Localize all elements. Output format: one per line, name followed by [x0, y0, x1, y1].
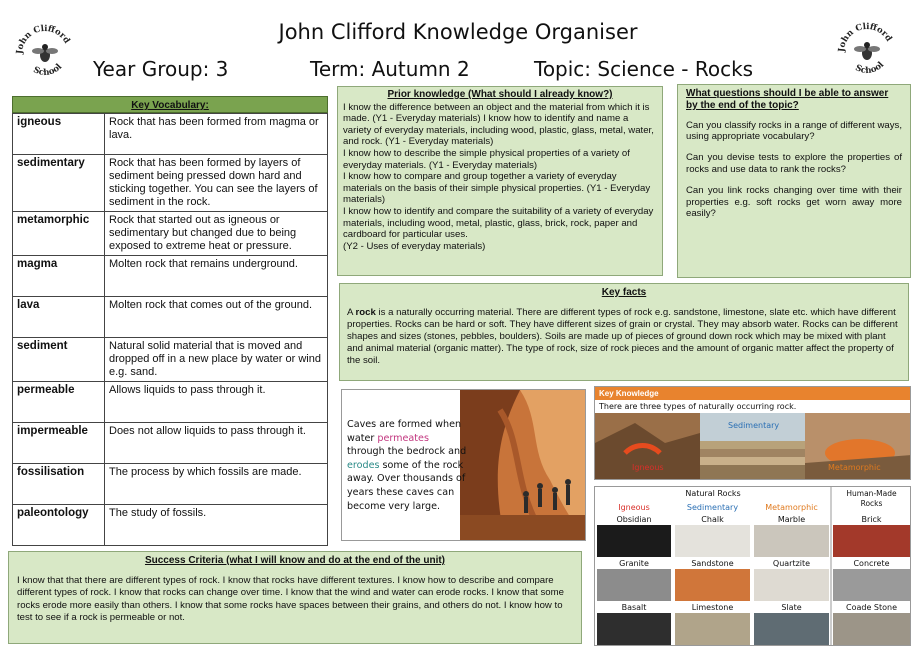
rock-sample-image: [754, 525, 829, 557]
prior-knowledge-line: I know how to identify and compare the suitability of a variety of everyday materials, including wood, metal, plastic, glass, brick, rock, paper and cardboard for particular uses.: [343, 205, 654, 241]
rock-name: Obsidian: [616, 515, 652, 524]
rock-name: Limestone: [691, 603, 734, 612]
rock-sample-image: [597, 569, 671, 601]
vocab-row: [13, 114, 328, 155]
rock-name: Coade Stone: [845, 603, 898, 612]
logo-text-top-right: John Clifford: [836, 21, 894, 53]
key-facts-heading: Key facts: [601, 287, 647, 298]
prior-knowledge-heading: Prior knowledge (What should I already know?): [387, 89, 613, 100]
year-group: Year Group: 3: [93, 57, 229, 81]
vocab-row: [13, 155, 328, 212]
prior-knowledge-line: I know how to compare and group together a variety of everyday materials on the basis of their simple physical properties. (Y1 - Everyday materials): [343, 171, 651, 206]
logo-text-bottom: School: [31, 62, 65, 79]
rock-sample-image: [833, 569, 910, 601]
vocab-definition: Rock that started out as igneous or sedimentary but changed due to being exposed to extreme heat or pressure.: [105, 212, 328, 256]
rock-sample-image: [833, 613, 910, 645]
vocab-term: impermeable: [13, 423, 105, 464]
vocab-row: [13, 212, 328, 256]
rock-sample-image: [675, 613, 750, 645]
vocab-row: [13, 256, 328, 297]
vocab-definition: Rock that has been formed by layers of sediment being pressed down hard and sticking together. You can see the layers of sediment in the rock.: [105, 155, 328, 212]
vocab-term: sediment: [13, 338, 105, 382]
vocab-term: fossilisation: [13, 464, 105, 505]
rock-sample-image: [597, 525, 671, 557]
questions-panel: [677, 84, 911, 278]
rock-examples-table: [594, 486, 911, 646]
cave-image: [460, 390, 586, 541]
key-facts-panel: [339, 283, 909, 381]
vocab-definition: The study of fossils.: [105, 505, 328, 546]
vocab-row: [13, 382, 328, 423]
prior-knowledge-text: [343, 102, 657, 253]
vocab-definition: Does not allow liquids to pass through it.: [105, 423, 328, 464]
caves-text: Caves are formed when water permeates through the bedrock and erodes some of the rock away. Over thousands of years these caves can become very large.: [347, 419, 467, 512]
label-igneous: Igneous: [632, 463, 664, 472]
vocab-row: [13, 505, 328, 546]
vocab-term: magma: [13, 256, 105, 297]
key-vocabulary-heading: Key Vocabulary:: [12, 96, 328, 113]
rock-name: Granite: [619, 559, 649, 568]
key-knowledge-panel: [594, 386, 911, 480]
prior-knowledge-line: (Y2 - Uses of everyday materials): [343, 240, 486, 252]
rock-sample-image: [754, 569, 829, 601]
rock-name: Chalk: [701, 515, 724, 524]
vocab-definition: The process by which fossils are made.: [105, 464, 328, 505]
vocab-row: [13, 464, 328, 505]
success-criteria-heading: Success Criteria (what I will know and do at the end of the unit): [144, 555, 446, 566]
col-igneous: Igneous: [618, 503, 650, 512]
vocab-term: permeable: [13, 382, 105, 423]
rock-name: Marble: [777, 515, 806, 524]
svg-text:School: [853, 60, 886, 76]
key-facts-text: A rock is a naturally occurring material. There are different types of rock e.g. sandstone, limestone, slate etc. which have different properties. Rocks can be hard or soft. They have different sizes of grain or crystal. They may absorb water. Rocks can be different shapes and sizes (stones, pebbles, boulders). Soils are made up of pieces of ground down rock which may be mixed with plant and animal material (organic matter). The type of rock, size of rock pieces and the amount of organic matter affect the property of the soil.: [347, 307, 898, 366]
col-metamorphic: Metamorphic: [765, 503, 818, 512]
vocab-term: metamorphic: [13, 212, 105, 256]
vocab-row: [13, 423, 328, 464]
vocab-definition: Allows liquids to pass through it.: [105, 382, 328, 423]
natural-rocks-header: Natural Rocks: [685, 489, 741, 498]
vocabulary-table: [12, 113, 328, 546]
caves-panel: [341, 389, 586, 541]
label-sedimentary: Sedimentary: [728, 421, 780, 430]
questions-heading: What questions should I be able to answer by the end of the topic?: [686, 88, 889, 111]
svg-text:School: [31, 62, 64, 78]
question-item: Can you classify rocks in a range of different ways, using appropriate vocabulary?: [686, 119, 902, 143]
question-item: Can you devise tests to explore the properties of rocks and use data to rank the rocks?: [686, 152, 902, 175]
rock-name: Slate: [781, 603, 802, 612]
vocab-term: paleontology: [13, 505, 105, 546]
label-metamorphic: Metamorphic: [828, 463, 881, 472]
rock-sample-image: [754, 613, 829, 645]
prior-knowledge-line: I know the difference between an object and the material from which it is made. (Y1 - Everyday materials) I know how to identify and name a variety of everyday materials, including wood, plastic, glass, metal, water, and rock. (Y1 - Everyday materials): [343, 101, 654, 148]
rock-name: Brick: [861, 515, 882, 524]
rock-name: Quartzite: [772, 559, 811, 568]
key-knowledge-heading: Key Knowledge: [595, 387, 910, 400]
vocab-row: [13, 297, 328, 338]
vocab-definition: Molten rock that remains underground.: [105, 256, 328, 297]
vocab-row: [13, 338, 328, 382]
vocab-definition: Molten rock that comes out of the ground.: [105, 297, 328, 338]
vocab-term: igneous: [13, 114, 105, 155]
topic: Topic: Science - Rocks: [534, 57, 754, 81]
logo-text-bottom-right: School: [853, 60, 887, 77]
rock-sample-image: [833, 525, 910, 557]
questions-list: [686, 120, 902, 221]
vocab-definition: Natural solid material that is moved and dropped off in a new place by water or wind e.g. sand.: [105, 338, 328, 382]
success-criteria-panel: [8, 551, 582, 644]
question-item: Can you link rocks changing over time with their properties e.g. soft rocks get worn away more easily?: [686, 184, 902, 220]
key-knowledge-subtitle: There are three types of naturally occurring rock.: [599, 402, 797, 411]
vocab-term: sedimentary: [13, 155, 105, 212]
success-criteria-text: I know that that there are different types of rock. I know that rocks have different textures. I know how to describe and compare different types of rock. I know that rocks can change over time. I know that the wind and water can erode rocks. I know that some rocks erode more easily than others. I know that some rocks have spaces between their grains, and others do not. I know how to test to see if a rock is permeable or not.: [17, 574, 564, 624]
rock-sample-image: [675, 569, 750, 601]
prior-knowledge-line: I know how to describe the simple physical properties of a variety of everyday materials. (Y1 - Everyday materials): [343, 147, 630, 171]
prior-knowledge-panel: [337, 86, 663, 276]
rock-sample-image: [675, 525, 750, 557]
rock-name: Sandstone: [691, 559, 734, 568]
rock-name: Concrete: [853, 559, 890, 568]
logo-text-top: John Clifford: [14, 23, 72, 55]
page-title: John Clifford Knowledge Organiser: [278, 20, 638, 44]
rock-sample-image: [597, 613, 671, 645]
term: Term: Autumn 2: [310, 57, 470, 81]
vocab-definition: Rock that has been formed from magma or lava.: [105, 114, 328, 155]
col-sedimentary: Sedimentary: [686, 503, 739, 512]
vocab-term: lava: [13, 297, 105, 338]
key-vocabulary-panel: [12, 96, 328, 548]
human-made-header: Human-Made Rocks: [846, 489, 897, 508]
rock-name: Basalt: [621, 603, 647, 612]
